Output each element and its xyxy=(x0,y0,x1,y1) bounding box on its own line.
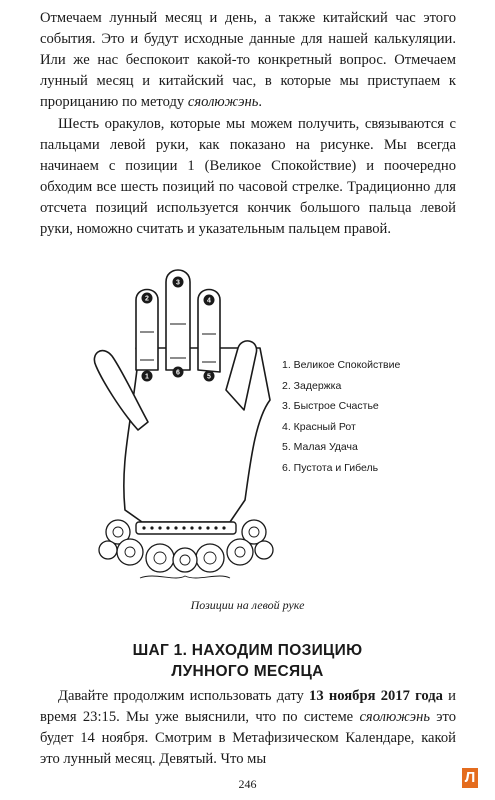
section-heading xyxy=(0,640,495,682)
legend-item: 6. Пустота и Гибель xyxy=(282,461,379,474)
section-heading-line2: ЛУННОГО МЕСЯЦА xyxy=(171,663,324,680)
term-xiaoliuren: сяолюжэнь xyxy=(187,94,259,110)
marker-5: 5 xyxy=(207,373,211,381)
paragraph-step1-text-3: это будет 14 ноября. Смотрим в Метафизическом Календаре, какой это лунный месяц. Девятый. Что мы xyxy=(40,709,457,767)
positions-legend xyxy=(282,355,400,478)
legend-item: 4. Красный Рот xyxy=(282,420,356,433)
legend-item: 5. Малая Удача xyxy=(282,441,358,453)
paragraph-step1-text: Давайте продолжим использовать дату xyxy=(58,688,310,704)
paragraph-intro xyxy=(40,8,456,113)
section-heading-line1: ШАГ 1. НАХОДИМ ПОЗИЦИЮ xyxy=(132,642,363,659)
term-xiaoliuren-2: сяолюжэнь xyxy=(359,709,430,725)
paragraph-oracles: Шесть оракулов, которые мы можем получить, связываются с пальцами левой руки, как показано на рисунке. Мы всегда начинаем с позиции 1 (Великое Спокойствие) и поочередно обходим все шесть позиций по часовой стрелке. Традиционно для отсчета позиций используется кончик большого пальца левой руки, номожно считать и указательным пальцем правой. xyxy=(40,116,456,237)
marker-6: 6 xyxy=(176,369,180,377)
paragraph-intro-end: . xyxy=(258,94,263,110)
page-number: 246 xyxy=(238,777,257,791)
example-date: 13 ноября 2017 года xyxy=(309,688,443,704)
legend-item: 3. Быстрое Счастье xyxy=(282,400,379,412)
paragraph-step1-text-2: и время 23:15. Мы уже выяснили, что по системе xyxy=(40,688,456,725)
marker-2: 2 xyxy=(145,295,149,303)
paragraph-intro-text: Отмечаем лунный месяц и день, а также китайский час этого события. Это и будут исходные данные для нашей калькуляции. Или же нас беспокоит какой-то конкретный вопрос. Отмечаем лунный месяц и китайский час, в которые мы приступаем к прорицанию по методу xyxy=(40,10,456,110)
paragraph-step1 xyxy=(40,686,456,770)
litres-watermark-logo: Л xyxy=(462,768,478,788)
marker-4: 4 xyxy=(207,297,211,305)
legend-item: 2. Задержка xyxy=(282,379,342,392)
figure-caption: Позиции на левой руке xyxy=(190,598,305,612)
legend-item: 1. Великое Спокойствие xyxy=(282,359,401,371)
marker-3: 3 xyxy=(176,279,180,287)
marker-1: 1 xyxy=(145,373,149,381)
